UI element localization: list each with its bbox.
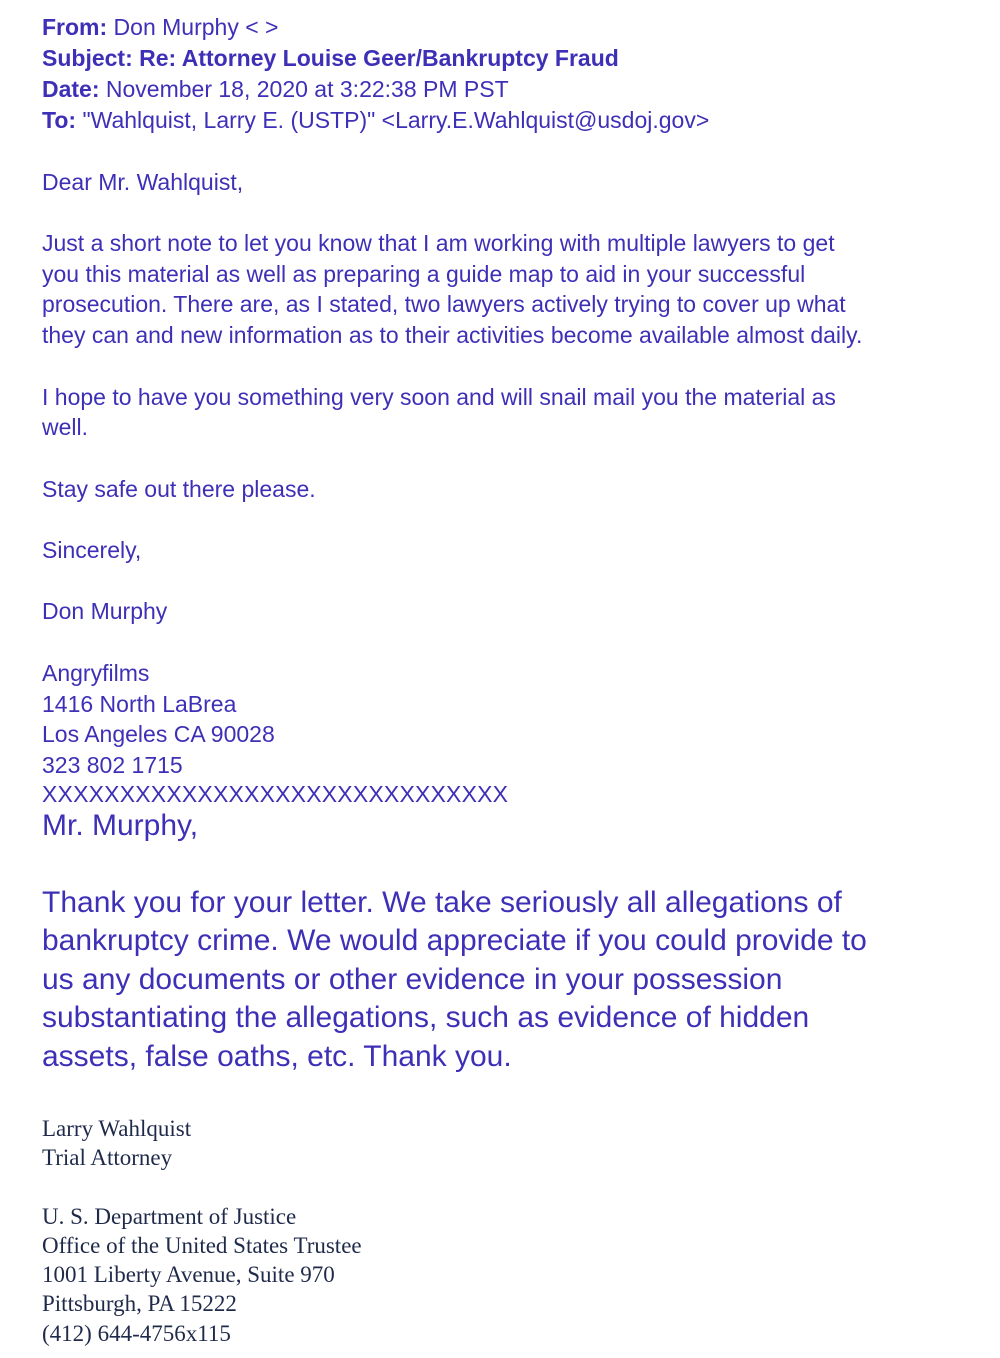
date-value: November 18, 2020 at 3:22:38 PM PST [99,76,509,102]
signature-street: 1416 North LaBrea [42,690,237,717]
from-label: From: [42,14,108,40]
to-value: "Wahlquist, Larry E. (USTP)" <Larry.E.Wahlquist@usdoj.gov> [76,107,710,133]
signature-city: Los Angeles CA 90028 [42,721,275,748]
date-label: Date: [42,76,100,102]
subject-value: Re: Attorney Louise Geer/Bankruptcy Fraud [132,45,619,71]
subject-label: Subject: [42,45,133,71]
date-line [42,74,982,105]
letter-paragraph-3: Stay safe out there please. [42,475,316,502]
paragraph-line: Just a short note to let you know that I am working with multiple lawyers to get [42,230,835,257]
office-city: Pittsburgh, PA 15222 [42,1291,237,1317]
to-line [42,105,982,136]
to-label: To: [42,107,77,133]
reply-signature-name: Larry Wahlquist [42,1116,192,1142]
reply-greeting: Mr. Murphy, [42,808,199,842]
reply-office-block [42,1202,982,1348]
subject-line [42,43,982,74]
reply-body [42,807,982,1077]
reply-line: substantiating the allegations, such as evidence of hidden [42,1001,810,1035]
from-line [42,12,982,43]
reply-signature-title: Trial Attorney [42,1145,173,1171]
signature-company: Angryfilms [42,659,150,686]
reply-line: bankruptcy crime. We would appreciate if you could provide to [42,924,867,958]
paragraph-line: I hope to have you something very soon and will snail mail you the material as [42,383,836,410]
paragraph-line: they can and new information as to their activities become available almost daily. [42,322,863,349]
letter-body [42,167,982,807]
separator-line: XXXXXXXXXXXXXXXXXXXXXXXXXXXXXX [42,780,509,807]
reply-signature [42,1114,982,1172]
email-document [42,12,982,1348]
paragraph-line: you this material as well as preparing a guide map to aid in your successful [42,260,806,287]
reply-line: assets, false oaths, etc. Thank you. [42,1039,512,1073]
signature-phone: 323 802 1715 [42,751,183,778]
signature-name: Don Murphy [42,598,168,625]
letter-paragraph-1 [42,228,982,351]
signature-block [42,658,982,781]
office-name: Office of the United States Trustee [42,1232,362,1258]
reply-line: us any documents or other evidence in your possession [42,962,783,996]
email-header [42,12,982,136]
office-department: U. S. Department of Justice [42,1203,297,1229]
letter-paragraph-2 [42,382,982,443]
reply-paragraph [42,884,982,1077]
office-street: 1001 Liberty Avenue, Suite 970 [42,1262,335,1288]
letter-closing: Sincerely, [42,537,142,564]
paragraph-line: well. [42,414,89,441]
reply-line: Thank you for your letter. We take seriously all allegations of [42,885,842,919]
paragraph-line: prosecution. There are, as I stated, two lawyers actively trying to cover up what [42,291,846,318]
office-phone: (412) 644-4756x115 [42,1320,231,1346]
from-value: Don Murphy < > [107,14,279,40]
letter-greeting: Dear Mr. Wahlquist, [42,168,244,195]
